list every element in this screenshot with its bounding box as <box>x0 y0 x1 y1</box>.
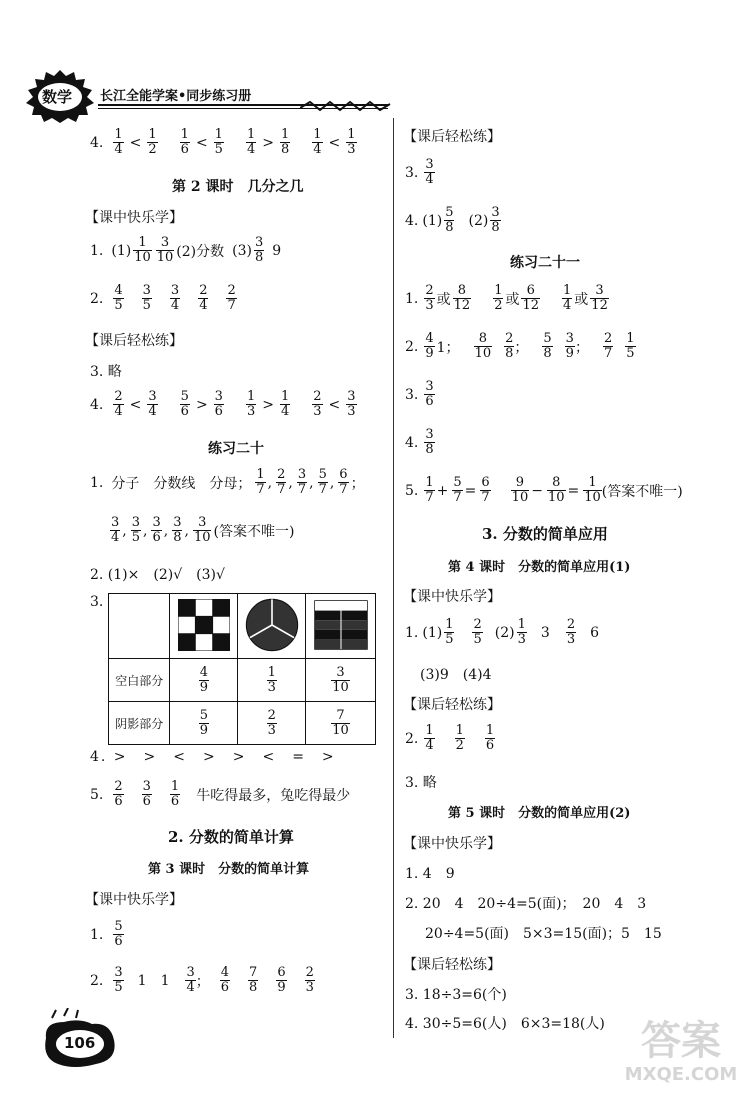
fraction: $\frac{8}{10}$ <box>547 475 565 505</box>
or-pair-2: $\frac{1}{2}$ 或 $\frac{6}{12}$ <box>494 283 540 313</box>
fraction: $\frac{2}{3}$ <box>566 617 576 647</box>
fraction: $\frac{7}{10}$ <box>332 707 349 738</box>
fraction: $\frac{3}{8}$ <box>173 515 182 545</box>
fraction: $\frac{3}{12}$ <box>591 283 608 313</box>
exercise-20-title: 练习二十 <box>208 441 264 457</box>
e21-q1: 1. $\frac{2}{3}$ 或 $\frac{8}{12}$ $\frac{1}{2}$ 或 $\frac{6}{12}$ $\frac{1}{4}$ 或 $\frac{3}{12}$ <box>405 284 619 313</box>
fraction: $\frac{1}{4}$ <box>280 389 290 419</box>
fraction: $\frac{1}{6}$ <box>180 127 189 157</box>
fraction: $\frac{6}{7}$ <box>481 475 490 505</box>
column-divider <box>393 118 394 1038</box>
l4-q3: 3. 略 <box>405 775 437 791</box>
fraction: $\frac{5}{9}$ <box>199 707 208 738</box>
fraction: $\frac{7}{8}$ <box>249 965 258 995</box>
e21-q2: 2. $\frac{4}{9}$ 1； $\frac{8}{10}$ $\frac{2}{8}$ ； $\frac{5}{8}$ $\frac{3}{9}$ ； $\frac{2}{7}$ $\frac{1}{5}$ <box>405 331 635 361</box>
row-label-blank: 空白部分 <box>109 659 170 702</box>
fraction: $\frac{1}{2}$ <box>148 127 157 157</box>
e21-q3: 3. $\frac{3}{6}$ <box>405 379 434 409</box>
fraction: $\frac{6}{9}$ <box>277 965 286 995</box>
pie-thirds-icon <box>245 598 299 652</box>
fraction: $\frac{3}{3}$ <box>347 389 356 419</box>
fraction: $\frac{3}{9}$ <box>565 331 574 361</box>
section-label: 【课中快乐学】 <box>85 892 183 908</box>
fraction: $\frac{4}{5}$ <box>114 283 123 313</box>
fraction: $\frac{3}{8}$ <box>425 427 434 457</box>
fraction: $\frac{2}{3}$ <box>313 389 322 419</box>
subject-badge-label: 数学 <box>42 88 73 106</box>
fraction: $\frac{3}{10}$ <box>156 235 174 265</box>
fraction: $\frac{3}{4}$ <box>186 965 195 995</box>
fraction: $\frac{3}{5}$ <box>131 515 141 545</box>
lesson-2-title: 第 2 课时 几分之几 <box>172 179 304 195</box>
book-title: 长江全能学案•同步练习册 <box>100 89 252 104</box>
l4-q2: 2. $\frac{1}{4}$ $\frac{1}{2}$ $\frac{1}{6}$ <box>405 723 495 753</box>
fraction: $\frac{3}{6}$ <box>152 515 161 545</box>
cmp-2: $\frac{1}{6}$ < $\frac{1}{5}$ <box>180 127 223 157</box>
lesson-3-title: 第 3 课时 分数的简单计算 <box>148 862 310 877</box>
or-pair-1: $\frac{2}{3}$ 或 $\frac{8}{12}$ <box>425 283 471 313</box>
fraction: $\frac{3}{5}$ <box>142 283 151 313</box>
fraction: $\frac{3}{4}$ <box>425 157 434 187</box>
bars-figure-cell <box>306 594 376 659</box>
section-3-title: 3. 分数的简单应用 <box>482 525 608 543</box>
left-q4-top <box>90 128 367 157</box>
fraction: $\frac{5}{6}$ <box>180 389 189 419</box>
fraction: $\frac{2}{7}$ <box>227 283 236 313</box>
l4-q1: 1. (1) $\frac{1}{5}$ $\frac{2}{5}$ (2) $\frac{1}{3}$ 3 $\frac{2}{3}$ 6 <box>405 617 600 647</box>
watermark <box>616 1018 746 1108</box>
fraction: $\frac{1}{8}$ <box>280 127 290 157</box>
e20-q2: 2. (1)× (2)√ (3)√ <box>90 567 225 583</box>
fraction: $\frac{5}{7}$ <box>453 475 462 505</box>
fraction: $\frac{1}{2}$ <box>455 723 464 753</box>
e20-q5: 5. $\frac{2}{6}$ $\frac{3}{6}$ $\frac{1}{6}$ 牛吃得最多，兔吃得最少 <box>90 779 351 809</box>
or-pair-3: $\frac{1}{4}$ 或 $\frac{3}{12}$ <box>563 283 608 313</box>
fraction: $\frac{3}{4}$ <box>170 283 180 313</box>
lesson-5-title: 第 5 课时 分数的简单应用(2) <box>448 806 631 821</box>
l4-q1b: (3)9 (4)4 <box>420 667 492 683</box>
fraction: $\frac{2}{5}$ <box>473 617 482 647</box>
fraction: $\frac{1}{10}$ <box>134 235 151 265</box>
section-label: 【课中快乐学】 <box>403 589 501 605</box>
fraction: $\frac{1}{6}$ <box>485 723 495 753</box>
fraction: $\frac{4}{9}$ <box>425 331 434 361</box>
e20-q1: 1. 分子 分数线 分母； $\frac{1}{7}$ , $\frac{2}{7}$ , $\frac{3}{7}$ , $\frac{5}{7}$ , $\frac{6}{7}$ ； <box>90 467 365 497</box>
fraction: $\frac{1}{4}$ <box>313 127 322 157</box>
l2-q4: 4. $\frac{2}{4}$ < $\frac{3}{4}$ $\frac{5}{6}$ > $\frac{3}{6}$ $\frac{1}{3}$ > $\frac{1}{4}$ $\frac{2}{3}$ < $\frac{3}{3}$ <box>90 390 367 419</box>
section-label: 【课后轻松练】 <box>403 129 501 145</box>
fraction: $\frac{4}{6}$ <box>220 965 230 995</box>
l2-q1: 1. (1) $\frac{1}{10}$ $\frac{3}{10}$ (2)分数 (3) $\frac{3}{8}$ 9 <box>90 235 282 265</box>
l3-q2: 2. $\frac{3}{5}$ 1 1 $\frac{3}{4}$ ； $\frac{4}{6}$ $\frac{7}{8}$ $\frac{6}{9}$ $\frac{2}{3}$ <box>90 965 314 995</box>
fraction: $\frac{5}{6}$ <box>114 919 123 949</box>
fraction: $\frac{3}{10}$ <box>193 515 211 545</box>
fraction: $\frac{5}{7}$ <box>318 467 327 497</box>
fraction: $\frac{1}{4}$ <box>114 127 123 157</box>
fraction: $\frac{3}{10}$ <box>332 664 349 695</box>
fraction: $\frac{5}{8}$ <box>445 205 454 235</box>
checker-grid-icon <box>178 599 230 651</box>
fraction: $\frac{1}{4}$ <box>563 283 572 313</box>
fraction: $\frac{1}{6}$ <box>170 779 180 809</box>
fraction: $\frac{4}{9}$ <box>199 664 208 695</box>
fraction: $\frac{1}{5}$ <box>445 617 454 647</box>
watermark-line-2: MXQE.COM <box>624 1064 738 1085</box>
fraction: $\frac{3}{6}$ <box>425 379 434 409</box>
fraction: $\frac{1}{4}$ <box>425 723 434 753</box>
fraction: $\frac{2}{3}$ <box>305 965 314 995</box>
cmp-4: $\frac{1}{4}$ < $\frac{1}{3}$ <box>313 127 356 157</box>
fraction: $\frac{2}{7}$ <box>603 331 613 361</box>
l3-q1: 1. $\frac{5}{6}$ <box>90 919 123 949</box>
fraction: $\frac{2}{8}$ <box>505 331 514 361</box>
fraction: $\frac{1}{4}$ <box>246 127 256 157</box>
fraction: $\frac{1}{2}$ <box>494 283 503 313</box>
row-label-shade: 阴影部分 <box>109 702 170 745</box>
fraction: $\frac{2}{3}$ <box>267 707 276 738</box>
fraction: $\frac{1}{7}$ <box>425 475 434 505</box>
section-label: 【课后轻松练】 <box>403 957 501 973</box>
cmp-1: $\frac{1}{4}$ < $\frac{1}{2}$ <box>114 127 157 157</box>
fraction: $\frac{1}{3}$ <box>347 127 356 157</box>
fraction: $\frac{6}{12}$ <box>522 283 540 313</box>
r-q3: 3. $\frac{3}{4}$ <box>405 157 434 187</box>
table-corner <box>109 594 170 659</box>
fraction: $\frac{1}{10}$ <box>584 475 601 505</box>
lesson-4-title: 第 4 课时 分数的简单应用(1) <box>448 560 631 575</box>
fraction: $\frac{1}{3}$ <box>267 664 276 695</box>
fraction: $\frac{1}{5}$ <box>626 331 635 361</box>
fraction: $\frac{1}{5}$ <box>214 127 223 157</box>
q-num: 4. <box>90 134 104 151</box>
fraction: $\frac{1}{3}$ <box>517 617 526 647</box>
fraction: $\frac{2}{4}$ <box>199 283 208 313</box>
striped-rect-icon <box>314 600 368 650</box>
fraction: $\frac{3}{8}$ <box>254 235 264 265</box>
section-label: 【课后轻松练】 <box>85 333 183 349</box>
r-q4: 4. (1) $\frac{5}{8}$ (2) $\frac{3}{8}$ <box>405 205 500 235</box>
fraction: $\frac{1}{3}$ <box>246 389 256 419</box>
fraction: $\frac{3}{6}$ <box>214 389 223 419</box>
l5-q1: 1. 4 9 <box>405 866 455 882</box>
fraction: $\frac{2}{6}$ <box>114 779 123 809</box>
fraction: $\frac{3}{8}$ <box>491 205 500 235</box>
l5-q2a: 2. 20 4 20÷4=5(面)； 20 4 3 <box>405 896 647 912</box>
exercise-21-title: 练习二十一 <box>510 255 580 271</box>
grid-figure-cell <box>170 594 238 659</box>
fraction: $\frac{1}{7}$ <box>256 467 265 497</box>
fraction: $\frac{6}{7}$ <box>339 467 348 497</box>
l5-q4: 4. 30÷5=6(人) 6×3=18(人) <box>405 1016 605 1032</box>
l5-q2b: 20÷4=5(面) 5×3=15(面)；5 15 <box>425 926 662 942</box>
page-header <box>0 0 750 130</box>
section-label: 【课中快乐学】 <box>403 836 501 852</box>
fraction: $\frac{2}{3}$ <box>425 283 434 313</box>
fraction: $\frac{3}{7}$ <box>297 467 307 497</box>
l2-q3: 3. 略 <box>90 364 122 380</box>
fraction: $\frac{2}{7}$ <box>277 467 286 497</box>
e20-q4: 4. > > < > > < = > <box>90 749 336 765</box>
l2-q2: 2. $\frac{4}{5}$ $\frac{3}{5}$ $\frac{3}{4}$ $\frac{2}{4}$ $\frac{2}{7}$ <box>90 283 236 313</box>
e20-q3-num: 3. <box>90 594 104 610</box>
e21-q4: 4. $\frac{3}{8}$ <box>405 427 434 457</box>
fraction: $\frac{3}{5}$ <box>114 965 123 995</box>
fraction: $\frac{8}{12}$ <box>453 283 471 313</box>
section-2-title: 2. 分数的简单计算 <box>168 828 294 846</box>
cmp-1: $\frac{2}{4}$ < $\frac{3}{4}$ <box>114 389 157 419</box>
fraction: $\frac{3}{4}$ <box>148 389 157 419</box>
fraction: $\frac{8}{10}$ <box>474 331 492 361</box>
e20-q1b: $\frac{3}{4}$ , $\frac{3}{5}$ , $\frac{3}{6}$ , $\frac{3}{8}$ , $\frac{3}{10}$ (答案不唯一) <box>111 515 295 545</box>
e21-q5: 5. $\frac{1}{7}$ + $\frac{5}{7}$ = $\frac{6}{7}$ $\frac{9}{10}$ − $\frac{8}{10}$ = $\frac{1}{10}$ (答案不唯一) <box>405 475 683 505</box>
fraction-table <box>108 593 376 745</box>
page-number: 106 <box>64 1034 96 1052</box>
cmp-3: $\frac{1}{3}$ > $\frac{1}{4}$ <box>246 389 290 419</box>
circle-figure-cell <box>238 594 306 659</box>
fraction: $\frac{9}{10}$ <box>511 475 529 505</box>
l5-q3: 3. 18÷3=6(个) <box>405 987 507 1003</box>
cmp-3: $\frac{1}{4}$ > $\frac{1}{8}$ <box>246 127 290 157</box>
fraction: $\frac{3}{4}$ <box>111 515 120 545</box>
header-zigzag-icon <box>300 96 395 120</box>
section-label: 【课中快乐学】 <box>85 210 183 226</box>
cmp-4: $\frac{2}{3}$ < $\frac{3}{3}$ <box>313 389 356 419</box>
fraction: $\frac{3}{6}$ <box>142 779 151 809</box>
fraction: $\frac{2}{4}$ <box>114 389 123 419</box>
watermark-line-1: 答案 <box>641 1018 721 1064</box>
section-label: 【课后轻松练】 <box>403 697 501 713</box>
fraction: $\frac{5}{8}$ <box>543 331 552 361</box>
cmp-2: $\frac{5}{6}$ > $\frac{3}{6}$ <box>180 389 223 419</box>
